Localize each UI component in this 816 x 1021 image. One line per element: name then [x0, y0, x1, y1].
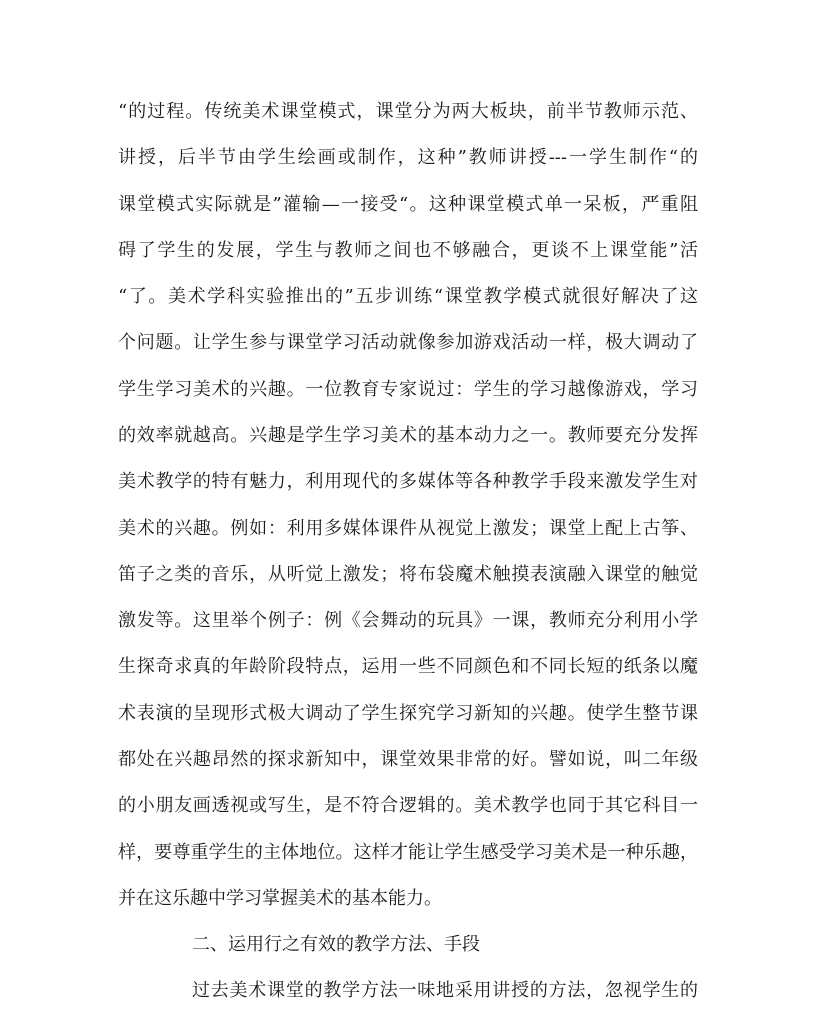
paragraph-first-line: 过去美术课堂的教学方法一味地采用讲授的方法，忽视学生的	[192, 980, 698, 1001]
paragraph-line: 并在这乐趣中学习掌握美术的基本能力。	[118, 888, 442, 909]
paragraph-line: 激发等。这里举个例子：例《会舞动的玩具》一课，教师充分利用小学	[118, 610, 698, 631]
section-heading: 二、运用行之有效的教学方法、手段	[192, 934, 480, 955]
paragraph-line: 术表演的呈现形式极大调动了学生探究学习新知的兴趣。使学生整节课	[118, 703, 698, 724]
paragraph-line: 都处在兴趣昂然的探求新知中，课堂效果非常的好。譬如说，叫二年级	[118, 749, 698, 770]
paragraph-line: 碍了学生的发展，学生与教师之间也不够融合，更谈不上课堂能”活	[118, 240, 698, 261]
paragraph-line: “了。美术学科实验推出的”五步训练“课堂教学模式就很好解决了这	[118, 286, 698, 307]
paragraph-line: 课堂模式实际就是”灌输—一接受“。这种课堂模式单一呆板，严重阻	[118, 194, 698, 215]
paragraph-line: 学生学习美术的兴趣。一位教育专家说过：学生的学习越像游戏，学习	[118, 379, 698, 400]
paragraph-line: 笛子之类的音乐，从听觉上激发；将布袋魔术触摸表演融入课堂的触觉	[118, 564, 698, 585]
paragraph-line: 的小朋友画透视或写生，是不符合逻辑的。美术教学也同于其它科目一	[118, 795, 698, 816]
paragraph-line: 生探奇求真的年龄阶段特点，运用一些不同颜色和不同长短的纸条以魔	[118, 656, 698, 677]
paragraph-line: 讲授，后半节由学生绘画或制作，这种”教师讲授---一学生制作“的	[118, 147, 698, 168]
paragraph-line: 美术教学的特有魅力，利用现代的多媒体等各种教学手段来激发学生对	[118, 471, 698, 492]
paragraph-line: “的过程。传统美术课堂模式，课堂分为两大板块，前半节教师示范、	[118, 101, 698, 122]
paragraph-line: 美术的兴趣。例如：利用多媒体课件从视觉上激发；课堂上配上古筝、	[118, 518, 698, 539]
paragraph-line: 的效率就越高。兴趣是学生学习美术的基本动力之一。教师要充分发挥	[118, 425, 698, 446]
paragraph-line: 个问题。让学生参与课堂学习活动就像参加游戏活动一样，极大调动了	[118, 332, 698, 353]
paragraph-line: 样，要尊重学生的主体地位。这样才能让学生感受学习美术是一种乐趣，	[118, 842, 698, 863]
